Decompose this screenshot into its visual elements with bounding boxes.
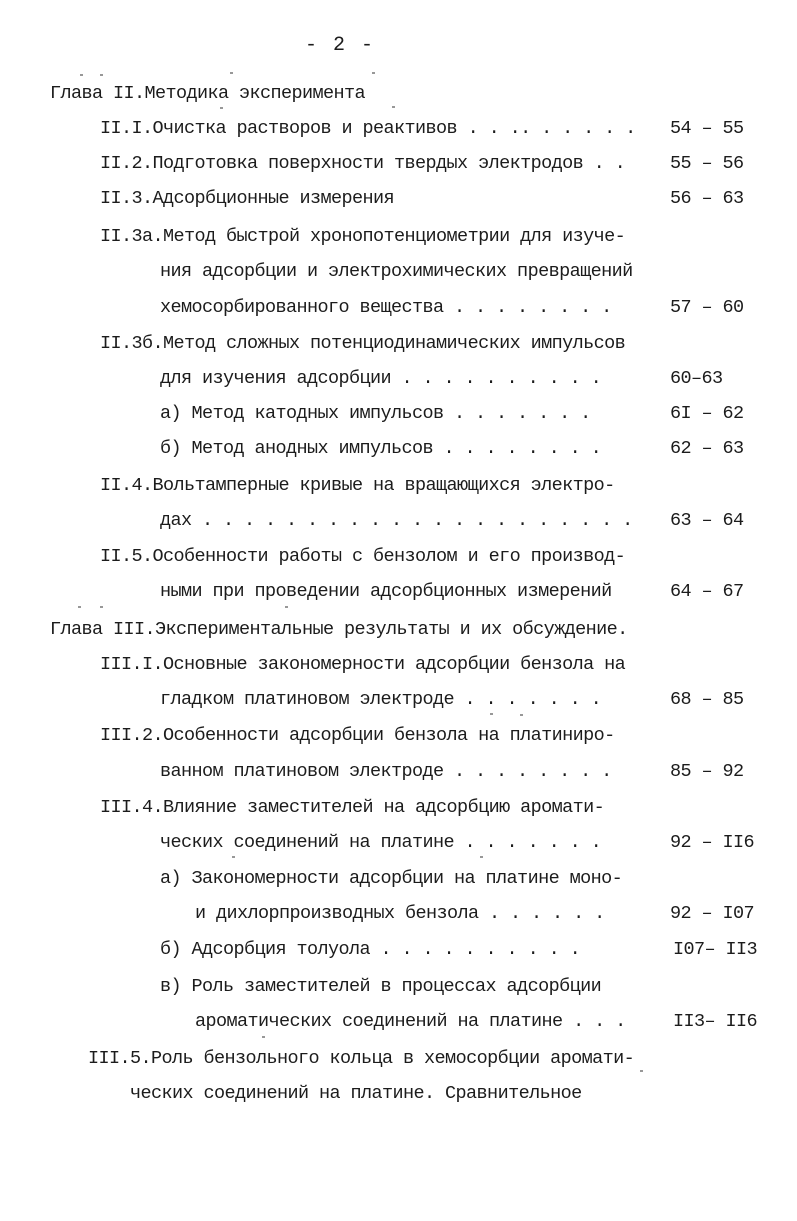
scan-speck — [230, 72, 233, 74]
toc-entry-3-4-b: б) Адсорбция толуола . . . . . . . . . . — [160, 939, 581, 960]
toc-pages-2-4: 63 – 64 — [670, 510, 744, 531]
toc-entry-2-3a-line3: хемосорбированного вещества . . . . . . . . — [160, 297, 612, 318]
scan-speck — [232, 856, 235, 858]
toc-entry-3-1-line2: гладком платиновом электроде . . . . . . . — [160, 689, 602, 710]
toc-pages-2-5: 64 – 67 — [670, 581, 744, 602]
chapter-3-title: Глава III.Экспериментальные результаты и их обсуждение. — [50, 619, 628, 640]
toc-entry-3-4-a-line1: а) Закономерности адсорбции на платине моно- — [160, 868, 623, 889]
toc-entry-2-3a-line1: II.3а.Метод быстрой хронопотенциометрии для изуче- — [100, 226, 626, 247]
toc-entry-2-2: II.2.Подготовка поверхности твердых электродов . . — [100, 153, 626, 174]
toc-pages-3-4: 92 – II6 — [670, 832, 755, 853]
toc-pages-2-3b-a: 6I – 62 — [670, 403, 744, 424]
scan-speck — [520, 714, 523, 716]
toc-pages-2-3a: 57 – 60 — [670, 297, 744, 318]
toc-entry-3-4-line1: III.4.Влияние заместителей на адсорбцию аромати- — [100, 797, 605, 818]
toc-entry-3-4-line2: ческих соединений на платине . . . . . . . — [160, 832, 602, 853]
toc-entry-2-5-line1: II.5.Особенности работы с бензолом и его производ- — [100, 546, 626, 567]
toc-pages-2-1: 54 – 55 — [670, 118, 744, 139]
scan-speck — [78, 606, 81, 608]
toc-pages-3-4-c: II3– II6 — [673, 1011, 758, 1032]
toc-entry-3-5-line1: III.5.Роль бензольного кольца в хемосорбции аромати- — [88, 1048, 635, 1069]
toc-entry-3-4-c-line2: ароматических соединений на платине . . . — [195, 1011, 626, 1032]
scan-speck — [100, 74, 103, 76]
toc-entry-3-1-line1: III.I.Основные закономерности адсорбции бензола на — [100, 654, 626, 675]
scan-speck — [392, 106, 395, 108]
toc-entry-2-3b-b: б) Метод анодных импульсов . . . . . . . . — [160, 438, 602, 459]
toc-entry-3-5-line2: ческих соединений на платине. Сравнительное — [130, 1083, 582, 1104]
toc-pages-3-1: 68 – 85 — [670, 689, 744, 710]
toc-entry-3-4-a-line2: и дихлорпроизводных бензола . . . . . . — [195, 903, 605, 924]
toc-entry-2-5-line2: ными при проведении адсорбционных измерений — [160, 581, 612, 602]
scan-speck — [490, 713, 493, 715]
scan-speck — [262, 1036, 265, 1038]
toc-entry-3-2-line2: ванном платиновом электроде . . . . . . . . — [160, 761, 612, 782]
toc-pages-2-3b: 60–63 — [670, 368, 723, 389]
scan-speck — [220, 107, 223, 109]
toc-entry-2-4-line1: II.4.Вольтамперные кривые на вращающихся электро- — [100, 475, 615, 496]
toc-entry-2-3: II.3.Адсорбционные измерения — [100, 188, 395, 209]
scan-speck — [285, 606, 288, 608]
toc-entry-2-3b-line2: для изучения адсорбции . . . . . . . . . . — [160, 368, 602, 389]
toc-entry-3-4-c-line1: в) Роль заместителей в процессах адсорбции — [160, 976, 602, 997]
scan-speck — [480, 856, 483, 858]
scan-speck — [640, 1070, 643, 1072]
toc-pages-2-3: 56 – 63 — [670, 188, 744, 209]
scan-speck — [80, 74, 83, 76]
toc-entry-3-2-line1: III.2.Особенности адсорбции бензола на платиниро- — [100, 725, 615, 746]
toc-pages-3-4-b: I07– II3 — [673, 939, 758, 960]
toc-pages-2-3b-b: 62 – 63 — [670, 438, 744, 459]
page-number: - 2 - — [305, 34, 376, 57]
toc-entry-2-3b-a: а) Метод катодных импульсов . . . . . . . — [160, 403, 591, 424]
toc-entry-2-3a-line2: ния адсорбции и электрохимических превращений — [160, 261, 633, 282]
toc-pages-2-2: 55 – 56 — [670, 153, 744, 174]
toc-pages-3-2: 85 – 92 — [670, 761, 744, 782]
scan-speck — [100, 606, 103, 608]
scan-speck — [372, 72, 375, 74]
toc-entry-2-4-line2: дах . . . . . . . . . . . . . . . . . . . . . — [160, 510, 633, 531]
toc-entry-2-1: II.I.Очистка растворов и реактивов . . .. . . . . . — [100, 118, 636, 139]
toc-pages-3-4-a: 92 – I07 — [670, 903, 755, 924]
toc-entry-2-3b-line1: II.3б.Метод сложных потенциодинамических импульсов — [100, 333, 626, 354]
chapter-2-title: Глава II.Методика эксперимента — [50, 83, 366, 104]
